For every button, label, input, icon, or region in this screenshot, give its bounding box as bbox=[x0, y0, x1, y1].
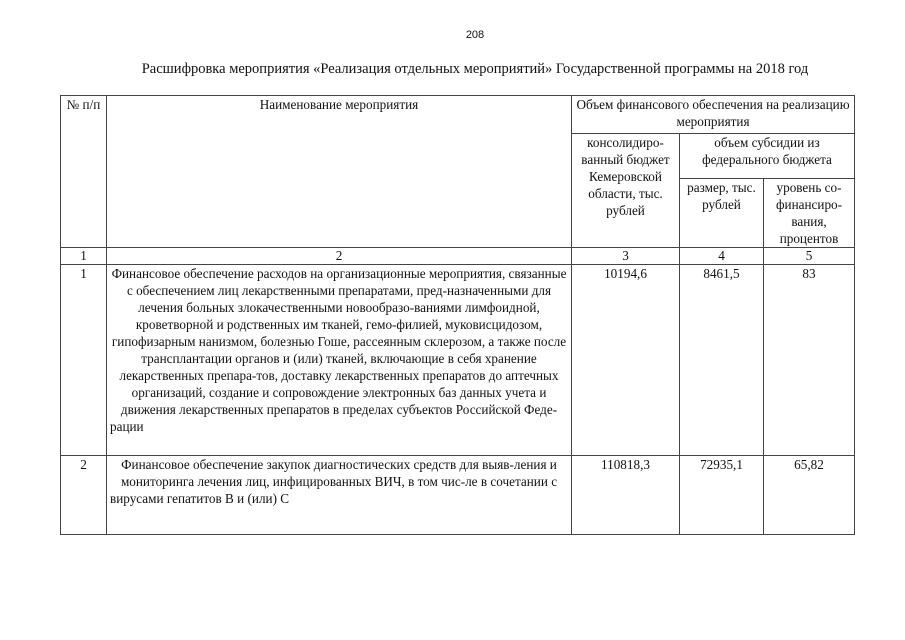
table-row bbox=[61, 265, 855, 456]
row-cofinancing-level: 83 bbox=[764, 265, 855, 456]
row-number: 2 bbox=[61, 456, 107, 535]
column-number-row bbox=[61, 248, 855, 265]
row-description: Финансовое обеспечение расходов на организационные мероприятия, связанные с обеспечением лиц лекарственными препаратами, пред-назначенными для лечения больных злокачественными новообразо-ваниями лимфоидной, кроветворной и родственных им тканей, гемо-филией, муковисцидозом, гипофизарным нанизмом, болезнью Гоше, рассеянным склерозом, а также после трансплантации органов и (или) тканей, включающие в себя хранение лекарственных препара-тов, доставку лекарственных препаратов до аптечных организаций, создание и сопровождение электронных баз данных учета и движения лекарственных препаратов в пределах субъектов Российской Феде-рации bbox=[107, 265, 572, 456]
document-title: Расшифровка мероприятия «Реализация отдельных мероприятий» Государственной программы на 2018 год bbox=[141, 61, 809, 77]
column-number: 1 bbox=[61, 248, 107, 265]
row-consolidated-budget: 110818,3 bbox=[572, 456, 680, 535]
header-number: № п/п bbox=[61, 96, 107, 248]
funding-table bbox=[60, 95, 855, 535]
header-federal-subsidy: объем субсидии из федерального бюджета bbox=[680, 134, 855, 179]
row-subsidy-size: 8461,5 bbox=[680, 265, 764, 456]
column-number: 2 bbox=[107, 248, 572, 265]
column-number: 5 bbox=[764, 248, 855, 265]
table-row bbox=[61, 456, 855, 535]
row-cofinancing-level: 65,82 bbox=[764, 456, 855, 535]
column-number: 4 bbox=[680, 248, 764, 265]
header-name: Наименование мероприятия bbox=[107, 96, 572, 248]
header-funding-volume: Объем финансового обеспечения на реализацию мероприятия bbox=[572, 96, 855, 134]
header-cofinancing-level: уровень со-финансиро-вания, процентов bbox=[764, 179, 855, 248]
page-number: 208 bbox=[465, 29, 485, 41]
column-number: 3 bbox=[572, 248, 680, 265]
header-row bbox=[61, 96, 855, 134]
row-consolidated-budget: 10194,6 bbox=[572, 265, 680, 456]
header-subsidy-size: размер, тыс. рублей bbox=[680, 179, 764, 248]
row-subsidy-size: 72935,1 bbox=[680, 456, 764, 535]
header-consolidated-budget: консолидиро-ванный бюджет Кемеровской области, тыс. рублей bbox=[572, 134, 680, 248]
row-number: 1 bbox=[61, 265, 107, 456]
row-description: Финансовое обеспечение закупок диагностических средств для выяв-ления и мониторинга лечения лиц, инфицированных ВИЧ, в том чис-ле в сочетании с вирусами гепатитов В и (или) С bbox=[107, 456, 572, 535]
